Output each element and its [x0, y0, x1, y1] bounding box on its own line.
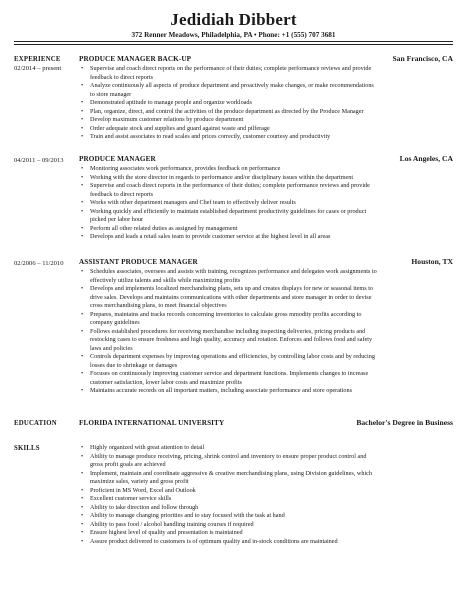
skill-item: • Ability to pass food / alcohol handling training courses if required [81, 520, 254, 528]
bullet-item: • Demonstrated aptitude to manage people and organize workloads [81, 99, 252, 106]
bullet-item: • Develop maximum customer relations by produce department [81, 116, 244, 123]
job-bullets [79, 268, 453, 396]
bullet-item: • Follows established procedures for receiving merchandise including inspecting deliveries, pricing products and restocking cases to ensure freshness and high quality, accuracy and rotation. Enforces and follows food and safety laws and policies [81, 327, 373, 352]
job-bullets [79, 165, 453, 242]
bullet-item: • Train and assist associates to read scales and prices correctly, customer courtesy and productivity [81, 133, 331, 140]
bullet-item: • Develops and leads a retail sales team to provide customer service at the highest level in all areas [81, 233, 331, 240]
job-dates: 02/2014 – present [14, 65, 62, 72]
job-bullets [79, 65, 453, 142]
skill-item: • Ability to take direction and follow through [81, 503, 199, 511]
bullet-item: • Controls department expenses by improving operations and efficiencies, by controlling labor costs and by reducing losses due to shrinkage or damages [81, 353, 375, 369]
education-entry [79, 419, 453, 429]
job-location: San Francisco, CA [392, 54, 453, 63]
bullet-item: • Analyze continuously all aspects of produce department and proactively make changes, or make recommendations to store manager [81, 82, 374, 98]
bullet-item: • Supervise and coach direct reports in the performance of their duties; complete performance reviews and provide feedback to direct reports [81, 182, 370, 198]
skill-item: • Ability to manage produce receiving, pricing, shrink control and inventory to ensure proper product control and gross profit goals are achieved [81, 452, 367, 468]
job-dates: 04/2011 – 09/2013 [14, 157, 64, 164]
bullet-item: • Schedules associates, oversees and assists with training, recognizes performance and delegates work assignments to effectively utilize talents and skills while maximizing profits [81, 268, 377, 284]
bullet-item: • Order adequate stock and supplies and guard against waste and pilferage [81, 124, 270, 132]
bullet-item: • Prepares, maintains and tracks records concerning inventories to calculate gross mmodity profits according to company guidelines [81, 310, 362, 326]
bullet-item: • Supervise and coach direct reports on the performance of their duties; complete performance reviews and provide feedback to direct reports [81, 65, 372, 81]
school-name: FLORIDA INTERNATIONAL UNIVERSITY [79, 419, 225, 427]
job-title: PRODUCE MANAGER [79, 155, 156, 163]
bullet-item: • Working quickly and efficiently to maintain established department productivity guidelines for cases or product picked per labor hour [81, 207, 367, 223]
bullet-item: • Perform all other related duties as assigned by management [81, 224, 238, 232]
header-divider-bottom [14, 44, 453, 45]
bullet-item: • Develops and implements localized merchandising plans, sets up and creates displays for new or seasonal items to drive sales. Develops and maintains communications with other departments and store manager in order to devise cross merchandising plans, to meet financial objectives [81, 285, 374, 309]
skill-item: • Assure product delivered to customers is of optimum quality and in-stock conditions are maintained [81, 537, 338, 545]
bullet-item: • Works with other department managers and Chef team to effectively deliver results [81, 199, 296, 206]
job-title: PRODUCE MANAGER BACK-UP [79, 55, 192, 63]
bullet-item: • Maintains accurate records on all important matters, including associate performance and store operations [81, 387, 353, 394]
skills-entry [79, 444, 453, 546]
job-dates: 02/2006 – 11/2010 [14, 260, 64, 267]
header-divider-top [14, 41, 453, 42]
skills-list [79, 444, 453, 546]
job-entry [79, 155, 453, 242]
bullet-item: • Monitoring associates work performance, provides feedback on performance [81, 165, 281, 172]
job-location: Los Angeles, CA [399, 154, 453, 163]
skill-item: • Proficient in MS Word, Excel and Outlook [81, 486, 196, 494]
section-label-education: EDUCATION [14, 420, 57, 427]
skill-item: • Excellent customer service skills [81, 495, 172, 502]
candidate-name: Jedidiah Dibbert [170, 10, 297, 29]
job-entry [79, 55, 453, 142]
job-title: ASSISTANT PRODUCE MANAGER [79, 258, 198, 266]
bullet-item: • Focuses on continuously improving customer service and department functions. Implements changes to increase customer satisfaction, lower labor costs and maximize profits [81, 370, 369, 386]
degree: Bachelor's Degree in Business [356, 418, 453, 427]
bullet-item: • Plan, organize, direct, and control the activities of the produce department as directed by the Produce Manager [81, 107, 364, 115]
skill-item: • Ability to manage changing priorities and to stay focused with the task at hand [81, 512, 285, 519]
skill-item: • Highly organized with great attention to detail [81, 444, 205, 451]
skill-item: • Implement, maintain and coordinate aggressive & creative merchandising plans, using Division guidelines, which maximize sales, variety and gross profit [81, 469, 372, 485]
section-label-experience: EXPERIENCE [14, 56, 61, 63]
bullet-item: • Working with the store director in regards to performance and/or disciplinary issues within the department [81, 173, 354, 181]
job-entry [79, 258, 453, 396]
contact-line: 372 Renner Meadows, Philadelphia, PA • Phone: +1 (555) 707 3681 [131, 31, 336, 39]
skill-item: • Ensure highest level of quality and presentation is maintained [81, 529, 243, 536]
section-label-skills: SKILLS [14, 445, 40, 452]
job-location: Houston, TX [411, 257, 453, 266]
